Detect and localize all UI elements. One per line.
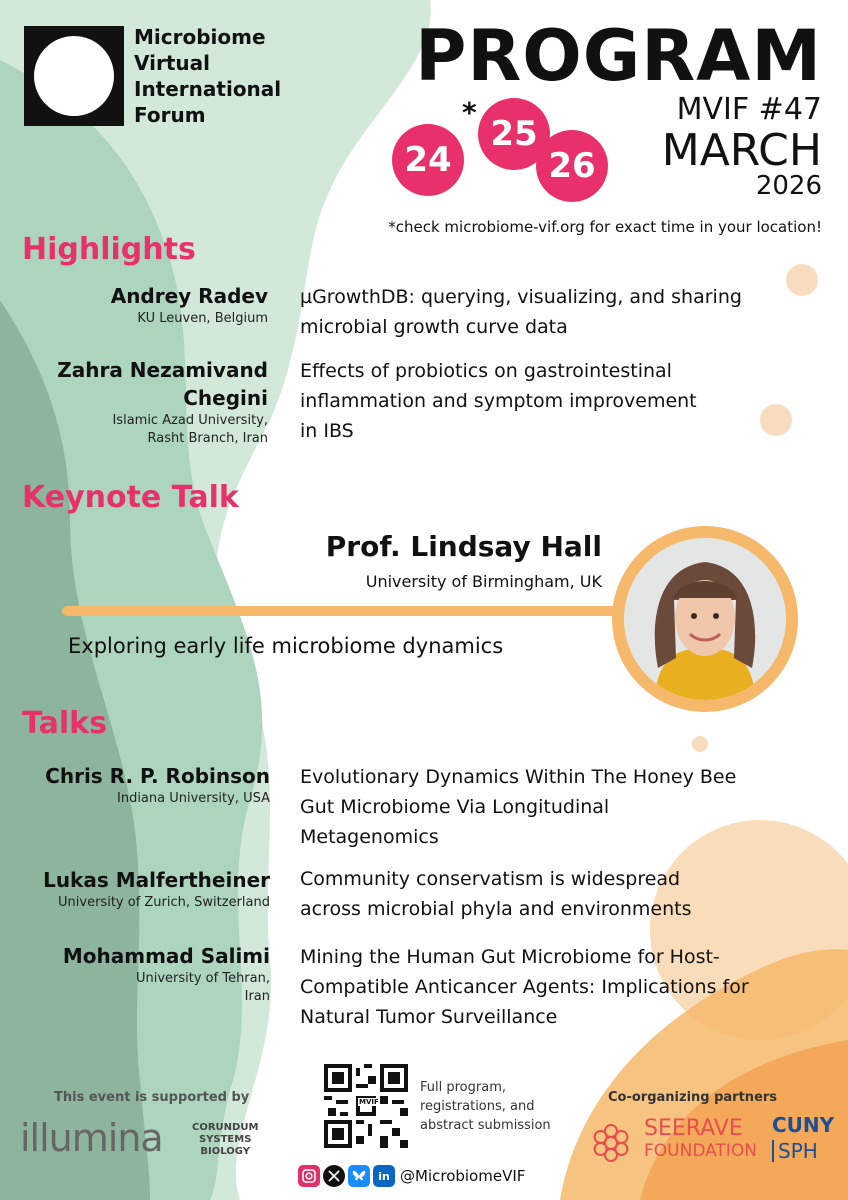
instagram-icon[interactable] <box>298 1165 320 1187</box>
talk-line: Gut Microbiome Via Longitudinal <box>300 796 610 818</box>
bluesky-icon[interactable] <box>348 1165 370 1187</box>
qr-code-icon <box>324 1064 408 1148</box>
speaker-name: Zahra Nezamivand <box>57 358 268 382</box>
program-title: PROGRAM <box>415 15 822 97</box>
highlight-talk-title <box>300 356 697 446</box>
speaker-affiliation: Islamic Azad University, <box>112 413 268 428</box>
talk-line: microbial growth curve data <box>300 316 568 338</box>
speaker-affiliation: University of Tehran, <box>135 971 270 986</box>
edition-number: MVIF #47 <box>676 92 822 127</box>
talk-title <box>300 864 692 924</box>
talk-line: µGrowthDB: querying, visualizing, and sharing <box>300 286 742 308</box>
event-month: MARCH <box>661 125 822 176</box>
corundum-line: SYSTEMS <box>198 1134 252 1145</box>
corundum-logo <box>192 1122 258 1158</box>
highlight-speaker <box>40 282 268 328</box>
support-label: This event is supported by <box>54 1090 250 1105</box>
talk-line: in IBS <box>300 420 354 442</box>
talk-line: Evolutionary Dynamics Within The Honey Bee <box>300 766 737 788</box>
keynote-title: Keynote Talk <box>22 480 239 515</box>
event-year: 2026 <box>755 171 822 201</box>
cuny-sph-logo <box>772 1113 835 1170</box>
seerave-logo-text <box>644 1118 757 1162</box>
seerave-line: SEERAVE <box>644 1116 743 1141</box>
qr-center-label: MVIF <box>359 1098 379 1106</box>
logo-line: Microbiome <box>134 25 266 49</box>
coorganizers-label: Co-organizing partners <box>608 1090 778 1105</box>
keynote-speaker-affiliation: University of Birmingham, UK <box>365 572 602 591</box>
qr-code[interactable] <box>324 1064 408 1148</box>
talk-line: inflammation and symptom improvement <box>300 390 697 412</box>
speaker-affiliation: University of Zurich, Switzerland <box>58 895 270 910</box>
seerave-logo-icon <box>586 1118 636 1168</box>
highlight-speaker <box>20 356 268 448</box>
keynote-speaker-photo <box>624 538 786 700</box>
speaker-affiliation: Rasht Branch, Iran <box>147 431 268 446</box>
talk-line: Effects of probiotics on gastrointestinal <box>300 360 672 382</box>
logo-line: Virtual <box>134 51 210 75</box>
speaker-affiliation: Iran <box>244 989 270 1004</box>
speaker-affiliation: KU Leuven, Belgium <box>137 311 268 326</box>
portrait-icon <box>624 538 786 700</box>
talk-line: across microbial phyla and environments <box>300 898 692 920</box>
social-links <box>298 1164 525 1188</box>
talk-line: Metagenomics <box>300 826 439 848</box>
full-program-note <box>420 1078 580 1135</box>
mvif-logo <box>24 26 124 126</box>
day-badge-24: 24 <box>392 124 464 196</box>
speaker-name: Mohammad Salimi <box>62 944 270 968</box>
day-badge-25: 25 <box>478 98 550 170</box>
seerave-line: FOUNDATION <box>644 1141 757 1161</box>
talks-title: Talks <box>22 706 107 741</box>
speaker-affiliation: Indiana University, USA <box>117 791 270 806</box>
talk-line: Natural Tumor Surveillance <box>300 1006 558 1028</box>
talk-speaker <box>12 866 270 912</box>
note-line: abstract submission <box>420 1118 551 1133</box>
logo-line: Forum <box>134 103 206 127</box>
highlight-talk-title <box>300 282 742 342</box>
talk-line: Compatible Anticancer Agents: Implications for <box>300 976 749 998</box>
speaker-name: Chris R. P. Robinson <box>45 764 270 788</box>
cuny-line: SPH <box>772 1140 828 1162</box>
illumina-logo: illumina <box>20 1116 163 1160</box>
corundum-line: CORUNDUM <box>192 1122 259 1133</box>
corundum-line: BIOLOGY <box>200 1146 250 1157</box>
day-badge-26: 26 <box>536 130 608 202</box>
talk-line: Mining the Human Gut Microbiome for Host- <box>300 946 720 968</box>
talk-speaker <box>20 942 270 1006</box>
note-line: registrations, and <box>420 1099 535 1114</box>
linkedin-icon[interactable]: in <box>373 1165 395 1187</box>
cuny-line: CUNY <box>772 1113 835 1137</box>
talk-title <box>300 762 736 852</box>
logo-line: International <box>134 77 282 101</box>
keynote-talk-title: Exploring early life microbiome dynamics <box>68 634 504 658</box>
time-note: *check microbiome-vif.org for exact time in your location! <box>388 218 822 236</box>
logo-text <box>134 24 281 128</box>
keynote-divider <box>62 606 622 616</box>
talk-title <box>300 942 749 1032</box>
speaker-name: Andrey Radev <box>110 284 268 308</box>
speaker-name: Chegini <box>183 386 268 410</box>
talk-line: Community conservatism is widespread <box>300 868 681 890</box>
keynote-speaker-name: Prof. Lindsay Hall <box>325 530 602 563</box>
logo-circle-icon <box>34 36 114 116</box>
note-line: Full program, <box>420 1080 506 1095</box>
asterisk-mark: * <box>462 96 477 129</box>
speaker-name: Lukas Malfertheiner <box>43 868 270 892</box>
x-icon[interactable] <box>323 1165 345 1187</box>
talk-speaker <box>20 762 270 808</box>
highlights-title: Highlights <box>22 232 196 267</box>
social-handle[interactable]: @MicrobiomeVIF <box>400 1167 526 1185</box>
